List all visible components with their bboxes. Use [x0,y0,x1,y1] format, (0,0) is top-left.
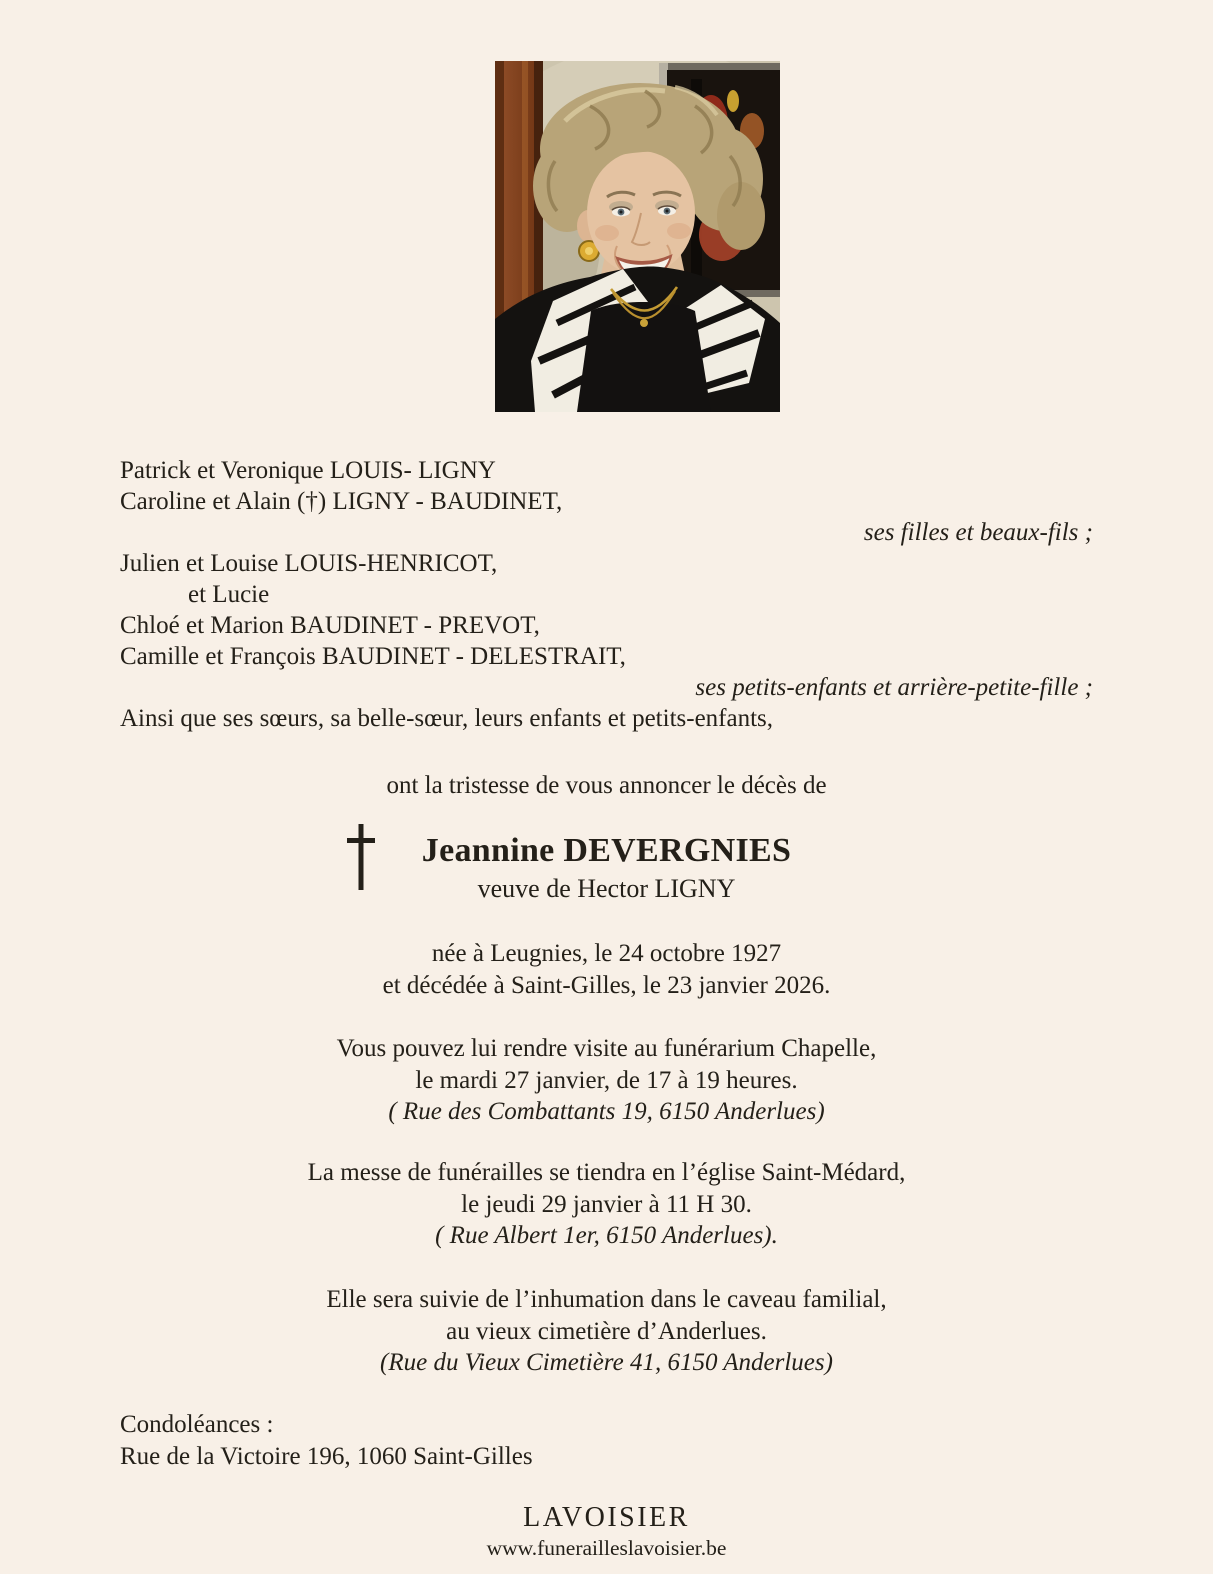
funeral-mass-block [0,1157,1213,1252]
portrait-photo [495,61,780,412]
funeral-mass-address: ( Rue Albert 1er, 6150 Anderlues). [435,1222,778,1249]
family-line-7: Ainsi que ses sœurs, sa belle-sœur, leurs enfants et petits-enfants, [120,705,774,732]
birth-line: née à Leugnies, le 24 octobre 1927 [431,940,782,967]
visitation-line-2: le mardi 27 janvier, de 17 à 19 heures. [415,1066,798,1094]
funeral-home-logo: LAVOISIER [523,1502,690,1533]
condolences-address: Rue de la Victoire 196, 1060 Saint-Gilles [120,1443,533,1470]
announcement-intro: ont la tristesse de vous annoncer le décès de [386,772,827,799]
relation-daughters-label: ses filles et beaux-fils ; [863,519,1093,546]
burial-line-2: au vieux cimetière d’Anderlues. [446,1317,767,1345]
visitation-line-1: Vous pouvez lui rendre visite au funérarium Chapelle, [336,1035,877,1062]
burial-block [0,1284,1213,1379]
family-line-4: et Lucie [188,581,270,608]
family-line-2: Caroline et Alain (†) LIGNY - BAUDINET, [120,488,563,515]
family-line-1: Patrick et Veronique LOUIS- LIGNY [120,457,496,484]
family-line-6: Camille et François BAUDINET - DELESTRAIT, [120,643,626,670]
deceased-name: Jeannine DEVERGNIES [421,832,792,869]
condolences-label: Condoléances : [120,1411,274,1438]
family-line-3: Julien et Louise LOUIS-HENRICOT, [120,550,498,577]
funeral-home-website: www.funerailleslavoisier.be [486,1536,727,1560]
deceased-subtitle: veuve de Hector LIGNY [477,874,736,903]
portrait-photo-illustration [495,61,780,412]
burial-address: (Rue du Vieux Cimetière 41, 6150 Anderlues) [380,1349,833,1376]
funeral-mass-line-1: La messe de funérailles se tiendra en l’église Saint-Médard, [307,1159,906,1186]
birth-death-dates [0,938,1213,1002]
family-names-block [120,455,1093,734]
visitation-address: ( Rue des Combattants 19, 6150 Anderlues) [388,1098,825,1125]
family-line-5: Chloé et Marion BAUDINET - PREVOT, [120,612,540,639]
burial-line-1: Elle sera suivie de l’inhumation dans le caveau familial, [326,1286,887,1313]
death-line: et décédée à Saint-Gilles, le 23 janvier 2026. [382,972,831,999]
relation-grandchildren-label: ses petits-enfants et arrière-petite-fille ; [695,674,1093,701]
condolences-block [120,1409,533,1473]
visitation-block [0,1033,1213,1128]
funeral-mass-line-2: le jeudi 29 janvier à 11 H 30. [461,1190,752,1218]
